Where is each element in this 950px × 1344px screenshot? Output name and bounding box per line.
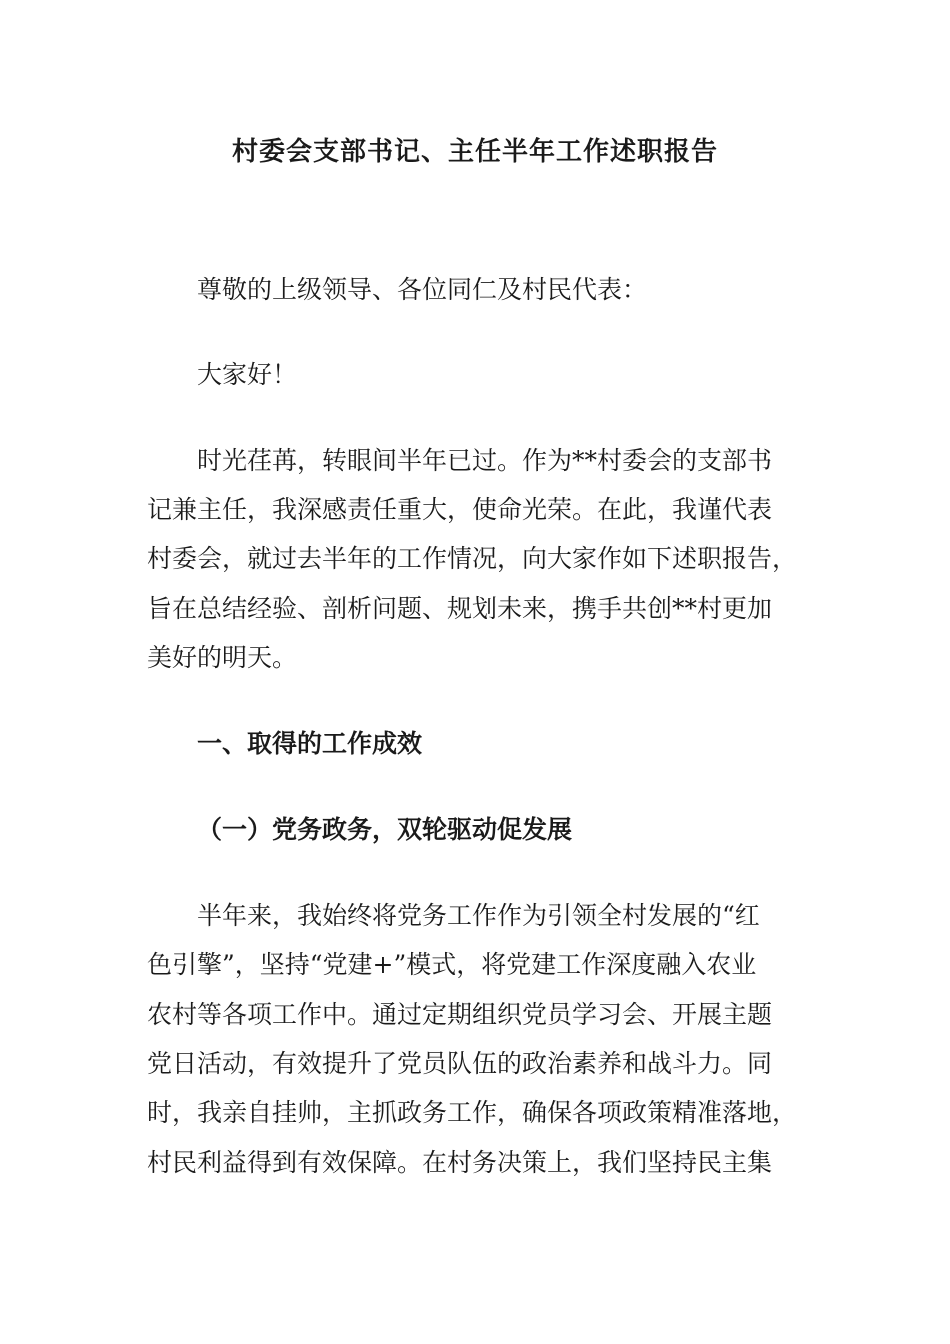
salutation: 尊敬的上级领导、各位同仁及村民代表： (197, 275, 648, 304)
intro-line: 记兼主任，我深感责任重大，使命光荣。在此，我谨代表 (147, 495, 773, 524)
intro-line: 旨在总结经验、剖析问题、规划未来，携手共创**村更加 (147, 594, 773, 623)
paragraph-line: 色引擎”，坚持“党建+”模式，将党建工作深度融入农业 (147, 950, 757, 979)
intro-line: 时光荏苒，转眼间半年已过。作为**村委会的支部书 (197, 446, 773, 475)
paragraph-line: 半年来，我始终将党务工作作为引领全村发展的“红 (197, 901, 760, 930)
paragraph-line: 村民利益得到有效保障。在村务决策上，我们坚持民主集 (147, 1148, 773, 1177)
paragraph-line: 时，我亲自挂帅，主抓政务工作，确保各项政策精准落地， (147, 1098, 798, 1127)
greeting: 大家好！ (197, 360, 298, 389)
document-title: 村委会支部书记、主任半年工作述职报告 (231, 137, 718, 167)
paragraph-line: 党日活动，有效提升了党员队伍的政治素养和战斗力。同 (147, 1049, 773, 1078)
section-heading: 一、取得的工作成效 (197, 729, 423, 758)
intro-line: 村委会，就过去半年的工作情况，向大家作如下述职报告， (147, 544, 798, 573)
paragraph-line: 农村等各项工作中。通过定期组织党员学习会、开展主题 (147, 1000, 773, 1029)
intro-line: 美好的明天。 (147, 643, 298, 672)
subsection-heading: （一）党务政务，双轮驱动促发展 (197, 815, 573, 844)
